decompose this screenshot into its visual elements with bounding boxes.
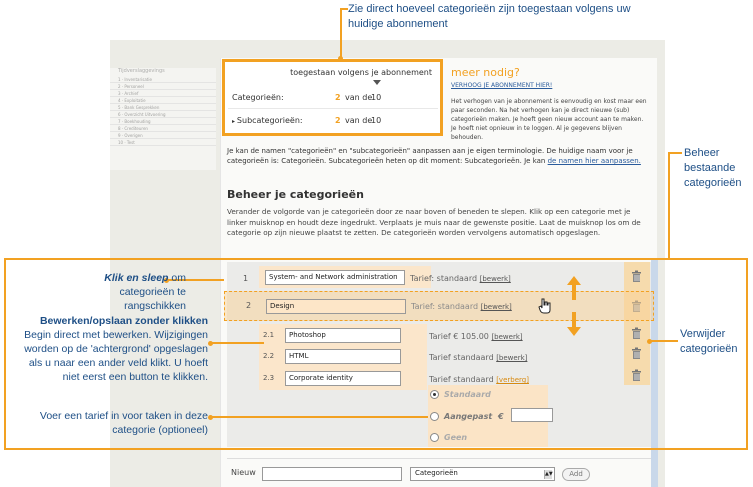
subscription-row-subcategories <box>228 110 438 132</box>
subscription-row-categories <box>228 87 438 109</box>
sidebar-item[interactable]: 2 · Personeel <box>110 83 216 90</box>
new-type-select[interactable]: Categorieën ▲▼ <box>410 467 555 481</box>
upgrade-link[interactable]: VERHOOG JE ABONNEMENT HIER! <box>451 82 553 89</box>
annotation-edit-title: Bewerken/opslaan zonder klikken <box>39 315 208 327</box>
more-needed-title: meer nodig? <box>451 66 520 79</box>
annotation-edit <box>18 314 208 384</box>
subcategory-tarif: Tarief standaard [verberg] <box>429 375 529 384</box>
connector-line <box>212 342 264 344</box>
connector-line <box>668 152 670 258</box>
sidebar-item[interactable]: 3 · Archief <box>110 90 216 97</box>
radio-label-none: Geen <box>444 433 468 442</box>
subcategory-tarif: Tarief € 105.00 [bewerk] <box>429 332 523 341</box>
add-button[interactable]: Add <box>562 468 590 481</box>
rename-link[interactable]: de namen hier aanpassen. <box>547 157 641 165</box>
subscription-label: ▸ Subcategorieën: <box>232 116 303 125</box>
subscription-of: van de <box>345 116 373 125</box>
subcategory-name-input[interactable]: Corporate identity <box>285 371 401 386</box>
subscription-max: 10 <box>371 93 382 102</box>
edit-link[interactable]: [bewerk] <box>480 303 512 311</box>
category-tarif: Tarief: standaard [bewerk] <box>411 302 512 311</box>
hide-link[interactable]: [verberg] <box>496 376 529 384</box>
category-number: 2 <box>246 301 252 310</box>
annotation-edit-text: Begin direct met bewerken. Wijzigingen worden op de 'achtergrond' opgeslagen als u naar een ander veld klikt. U hoeft niet eerst een button te klikken. <box>24 329 208 383</box>
edit-link[interactable]: [bewerk] <box>496 354 528 362</box>
instructions: Verander de volgorde van je categorieën door ze naar boven of beneden te slepen. Klik op een categorie met je linker muisknop en houdt deze ingedrukt. Verplaats je muis naar de gewenste positie. Laat de muisknop los om de categorie op zijn nieuwe plaatst te zetten. De categorieën worden vervolgens automatisch opgeslagen. <box>227 207 641 237</box>
sidebar-item[interactable]: 9 · Overigen <box>110 132 216 139</box>
currency-symbol: € <box>498 412 504 421</box>
sidebar-item[interactable]: 7 · Boekhouding <box>110 118 216 125</box>
sidebar-item[interactable]: 8 · Crediteuren <box>110 125 216 132</box>
edit-link[interactable]: [bewerk] <box>479 275 511 283</box>
connector-line <box>650 340 678 342</box>
subcategory-number: 2.2 <box>263 352 275 360</box>
page-title: Beheer je categorieën <box>227 188 364 201</box>
radio-label-standard: Standaard <box>444 390 491 399</box>
subscription-used: 2 <box>335 116 341 125</box>
subscription-title: toegestaan volgens je abonnement <box>290 68 432 77</box>
connector-line <box>212 416 428 418</box>
subscription-max: 10 <box>371 116 382 125</box>
upgrade-text: Het verhogen van je abonnement is eenvoudig en kost maar een paar seconden. Na het verhogen kan je direct nieuwe (sub) categorieën maken. Je hoeft geen nieuw account aan te maken. Je hoeft niet opnieuw in te loggen. Al je gegevens blijven behouden. <box>451 98 647 141</box>
subcategory-name-input[interactable]: HTML <box>285 349 401 364</box>
terminology-intro: Je kan de namen "categorieën" en "subcategorieën" aanpassen aan je eigen terminologie. De huidige naam voor je categorieën is: Categorieën. Subcategorieën heten op dit moment: Subcategorieën. Je kan de namen hier aanpassen. <box>227 147 641 165</box>
sidebar-item[interactable]: 5 · Bank Gesprekken <box>110 104 216 111</box>
select-arrow-icon: ▲▼ <box>545 471 553 477</box>
sidebar-item[interactable]: 4 · Exploitatie <box>110 97 216 104</box>
arrow-down-icon <box>373 80 381 85</box>
connector-dot <box>208 415 213 420</box>
sidebar-item[interactable]: 6 · Overzicht Uitvoering <box>110 111 216 118</box>
divider <box>227 458 651 459</box>
sidebar-header: Tijdverslaggevings <box>118 68 165 74</box>
connector-line <box>668 152 682 154</box>
annotation-tarif: Voer een tarief in voor taken in deze categorie (optioneel) <box>39 410 208 436</box>
connector-dot <box>338 56 343 61</box>
connector-line <box>340 8 342 60</box>
connector-line <box>340 8 348 10</box>
subcategory-number: 2.1 <box>263 331 275 339</box>
subcategory-name-input[interactable]: Photoshop <box>285 328 401 343</box>
annotation-drag: Klik en sleep om categorieën te rangschikken <box>104 272 186 312</box>
new-label: Nieuw <box>231 468 256 477</box>
subscription-used: 2 <box>335 93 341 102</box>
connector-dot <box>208 341 213 346</box>
sidebar-item[interactable]: 10 · Test <box>110 139 216 146</box>
annotation-subscription: Zie direct hoeveel categorieën zijn toegestaan volgens uw huidige abonnement <box>348 3 631 30</box>
connector-dot <box>647 339 652 344</box>
sidebar <box>110 68 216 170</box>
annotation-delete: Verwijder categorieën <box>680 328 738 355</box>
subscription-of: van de <box>345 93 373 102</box>
triangle-right-icon: ▸ <box>232 118 237 125</box>
category-name-input[interactable]: Design <box>266 299 406 314</box>
sidebar-item[interactable]: 1 · Inventarisatie <box>110 76 216 83</box>
subscription-label: Categorieën: <box>232 93 284 102</box>
subcategory-number: 2.3 <box>263 374 275 382</box>
subcategory-tarif: Tarief standaard [bewerk] <box>429 353 528 362</box>
category-tarif: Tarief: standaard [bewerk] <box>410 274 511 283</box>
new-category-input[interactable] <box>262 467 402 481</box>
category-name-input[interactable]: System- and Network administration <box>265 270 405 285</box>
edit-link[interactable]: [bewerk] <box>491 333 523 341</box>
category-number: 1 <box>243 274 249 283</box>
radio-label-custom: Aangepast <box>444 412 493 421</box>
annotation-manage: Beheer bestaande categorieën <box>684 147 742 189</box>
